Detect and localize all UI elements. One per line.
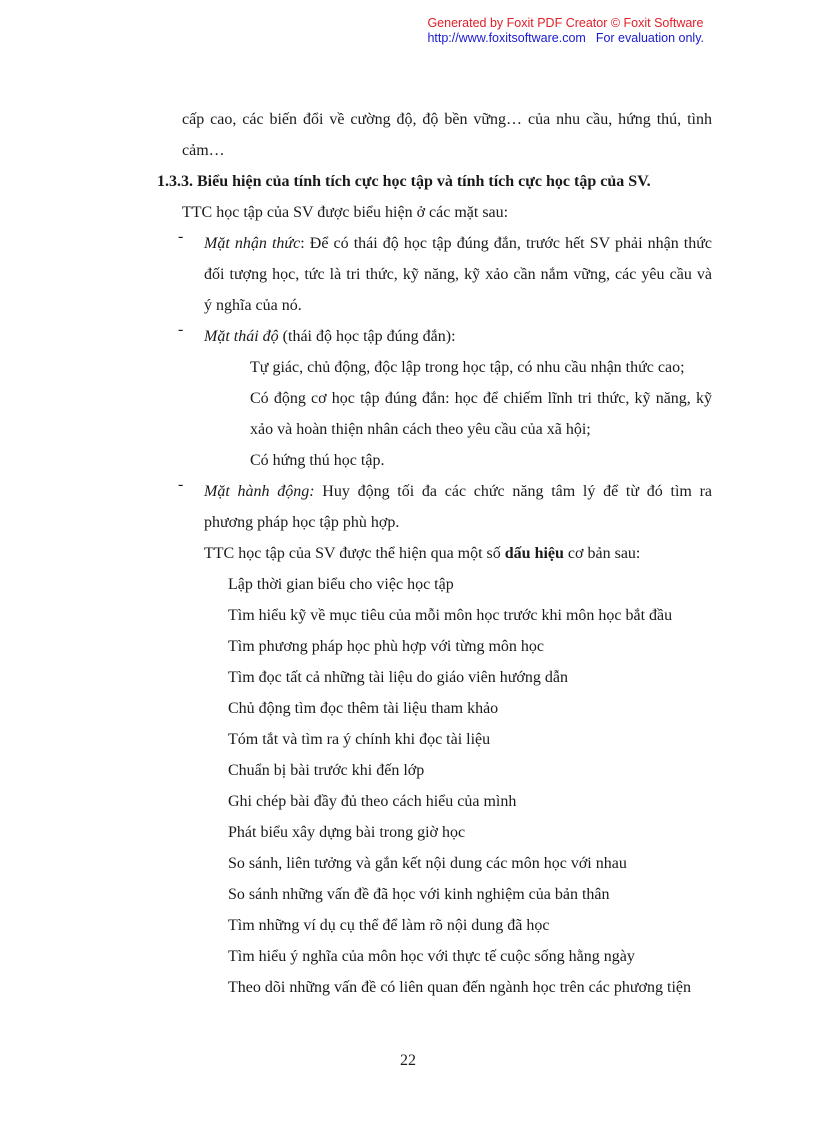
action-text-1: Huy động tối đa các chức năng tâm lý để từ đó tìm ra bbox=[314, 483, 712, 500]
intro-line-1: cấp cao, các biến đổi về cường độ, độ bền vững… của nhu cầu, hứng thú, tình bbox=[182, 111, 712, 128]
list-item: Chủ động tìm đọc thêm tài liệu tham khảo bbox=[228, 700, 499, 717]
cognitive-line-3: ý nghĩa của nó. bbox=[204, 297, 302, 314]
list-item: Tìm đọc tất cả những tài liệu do giáo viên hướng dẫn bbox=[228, 669, 568, 686]
attitude-text: (thái độ học tập đúng đắn): bbox=[278, 328, 456, 345]
cognitive-line-1 bbox=[204, 228, 712, 259]
list-item: Tìm những ví dụ cụ thể để làm rõ nội dung đã học bbox=[228, 917, 550, 934]
lead-paragraph: TTC học tập của SV được biểu hiện ở các mặt sau: bbox=[182, 204, 509, 221]
watermark-eval-text: For evaluation only. bbox=[595, 31, 704, 45]
attitude-item: Tự giác, chủ động, độc lập trong học tập, có nhu cầu nhận thức cao; bbox=[250, 359, 685, 376]
bullet-dash: - bbox=[178, 228, 184, 245]
list-item: So sánh, liên tưởng và gắn kết nội dung các môn học với nhau bbox=[228, 855, 627, 872]
aspect-attitude bbox=[178, 321, 712, 352]
cognitive-title: Mặt nhận thức bbox=[204, 235, 301, 252]
attitude-item: Có động cơ học tập đúng đắn: học để chiếm lĩnh tri thức, kỹ năng, kỹ bbox=[250, 390, 712, 407]
section-heading: 1.3.3. Biểu hiện của tính tích cực học tập và tính tích cực học tập của SV. bbox=[157, 173, 651, 190]
list-item: Lập thời gian biểu cho việc học tập bbox=[228, 576, 454, 593]
cognitive-text-1: : Để có thái độ học tập đúng đắn, trước hết SV phải nhận thức bbox=[300, 235, 713, 252]
list-item: Tìm phương pháp học phù hợp với từng môn học bbox=[228, 638, 545, 655]
signs-list bbox=[182, 569, 712, 1003]
attitude-item: Có hứng thú học tập. bbox=[250, 452, 385, 469]
action-title: Mặt hành động: bbox=[204, 483, 315, 500]
aspect-action bbox=[178, 476, 712, 569]
signs-intro-before: TTC học tập của SV được thể hiện qua một số bbox=[204, 545, 505, 562]
list-item: Phát biểu xây dựng bài trong giờ học bbox=[228, 824, 466, 841]
watermark-url-line bbox=[427, 31, 704, 46]
watermark-generator-text: Generated by Foxit PDF Creator © Foxit Software bbox=[427, 16, 704, 30]
list-item: So sánh những vấn đề đã học với kinh nghiệm của bản thân bbox=[228, 886, 610, 903]
attitude-item: xảo và hoàn thiện nhân cách theo yêu cầu của xã hội; bbox=[250, 421, 591, 438]
list-item: Theo dõi những vấn đề có liên quan đến ngành học trên các phương tiện bbox=[228, 979, 691, 996]
action-line-2: phương pháp học tập phù hợp. bbox=[204, 514, 400, 531]
bullet-dash: - bbox=[178, 476, 184, 493]
aspect-cognitive bbox=[178, 228, 713, 321]
watermark-url: http://www.foxitsoftware.com bbox=[427, 31, 586, 45]
bullet-dash: - bbox=[178, 321, 184, 338]
list-item: Tìm hiểu kỹ về mục tiêu của mỗi môn học trước khi môn học bắt đầu bbox=[228, 607, 673, 624]
list-item: Tìm hiểu ý nghĩa của môn học với thực tế cuộc sống hằng ngày bbox=[228, 948, 635, 965]
list-item: Ghi chép bài đầy đủ theo cách hiểu của mình bbox=[228, 793, 517, 810]
attitude-title: Mặt thái độ bbox=[204, 328, 279, 345]
signs-intro bbox=[204, 538, 712, 569]
attitude-line bbox=[204, 321, 712, 352]
list-item: Chuẩn bị bài trước khi đến lớp bbox=[228, 762, 425, 779]
foxit-watermark bbox=[427, 16, 704, 46]
action-line-1 bbox=[204, 476, 712, 507]
signs-intro-bold: dấu hiệu bbox=[504, 545, 564, 562]
cognitive-line-2: đối tượng học, tức là tri thức, kỹ năng, kỹ xảo cần nắm vững, các yêu cầu và bbox=[204, 266, 712, 283]
list-item: Tóm tắt và tìm ra ý chính khi đọc tài liệu bbox=[228, 731, 491, 748]
document-page bbox=[157, 104, 713, 1003]
page-number: 22 bbox=[400, 1052, 416, 1069]
signs-intro-after: cơ bản sau: bbox=[563, 545, 641, 562]
intro-line-2: cảm… bbox=[182, 142, 225, 159]
